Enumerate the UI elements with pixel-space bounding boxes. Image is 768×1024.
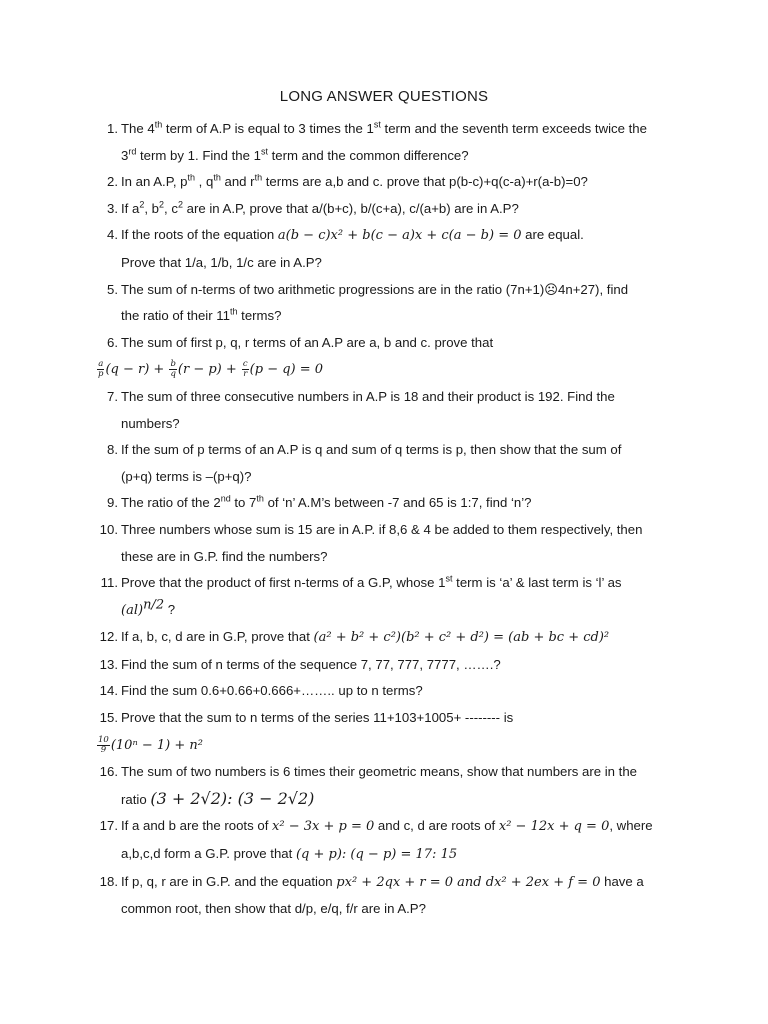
question-list <box>96 116 706 923</box>
question-number: 3. <box>107 200 118 216</box>
question-3: 3. If $a^2$, $b^2$, $c^2$ are in A.P, prove that a/(b+c), b/(c+a), c/(a+b) are in A.P? <box>96 196 706 223</box>
question-18: 18. If p, q, r are in G.P. and the equation px² + 2qx + r = 0 and dx² + 2ex + f = 0 have a common root, then show that d/p, e/q, f/r are in A.P? <box>96 869 706 923</box>
question-13: 13. Find the sum of n terms of the sequence 7, 77, 777, 7777, …….? <box>96 652 706 679</box>
question-number: 2. <box>107 174 118 190</box>
question-12: 12. If a, b, c, d are in G.P, prove that (a² + b² + c²)(b² + c² + d²) = (ab + bc + cd)² <box>96 624 706 652</box>
math-expression: $\frac{a}{p}$ (q − r) + $\frac{b}{q}$ (r − p) + $\frac{c}{r}$ (p − q) = 0 <box>98 359 324 380</box>
question-17: 17. If a and b are the roots of x² − 3x + p = 0 and c, d are roots of x² − 12x + q = 0, where a,b,c,d form a G.P. prove that (q + p): (q − p) = 17: 15 <box>96 813 706 868</box>
question-number: 18. <box>99 873 118 889</box>
question-6: 6. The sum of first p, q, r terms of an A.P are a, b and c. prove that $\frac{a}{p}$ (q − r) + $\frac{b}{q}$ (r − p) + $\frac{c}{r}$ (p − q) = 0 <box>96 330 706 384</box>
question-1: 1. The 4th term of A.P is equal to 3 times the 1st term and the seventh term exceeds twice the 3rd term by 1. Find the 1st term and the common difference? <box>96 116 706 169</box>
question-5: 5. The sum of n-terms of two arithmetic progressions are in the ratio (7n+1)☹4n+27), find the ratio of their 11th terms? <box>96 277 706 330</box>
question-15: 15. Prove that the sum to n terms of the series 11+103+1005+ -------- is $\frac{10}{9}$ (10ⁿ − 1) + n² <box>96 705 706 759</box>
question-number: 11. <box>100 575 118 591</box>
math-expression: $\frac{10}{9}$ (10ⁿ − 1) + n² <box>98 734 203 755</box>
question-7: 7. The sum of three consecutive numbers in A.P is 18 and their product is 192. Find the numbers? <box>96 384 706 437</box>
math-expression: (al)$^{n/2}$ ? <box>121 597 176 618</box>
question-number: 4. <box>107 227 118 243</box>
question-number: 1. <box>107 121 118 136</box>
page-title: LONG ANSWER QUESTIONS <box>279 88 489 105</box>
question-number: 13. <box>99 656 118 672</box>
question-number: 5. <box>107 281 118 297</box>
question-number: 14. <box>99 683 118 699</box>
question-number: 12. <box>99 629 118 645</box>
math-expression: a(b − c)x² + b(c − a)x + c(a − b) = 0 <box>277 228 522 244</box>
math-expression: (q + p): (q − p) = 17: 15 <box>295 847 458 863</box>
math-expression: x² − 12x + q = 0 <box>498 819 610 835</box>
question-16: 16. The sum of two numbers is 6 times their geometric means, show that numbers are in the ratio (3 + 2√2): (3 − 2√2) <box>96 759 706 813</box>
question-10: 10. Three numbers whose sum is 15 are in A.P. if 8,6 & 4 be added to them respectively, then these are in G.P. find the numbers? <box>96 517 706 570</box>
question-number: 10. <box>99 521 118 537</box>
math-expression: x² − 3x + p = 0 <box>272 819 375 835</box>
question-14: 14. Find the sum 0.6+0.66+0.666+…….. up to n terms? <box>96 678 706 705</box>
math-expression: (3 + 2√2): (3 − 2√2) <box>150 788 315 808</box>
question-number: 7. <box>107 388 118 404</box>
question-11: 11. Prove that the product of first n-terms of a G.P, whose 1st term is ‘a’ & last term is ‘l’ as (al)$^{n/2}$ ? <box>96 570 706 624</box>
math-expression: px² + 2qx + r = 0 and dx² + 2ex + f = 0 <box>336 874 601 890</box>
question-number: 8. <box>107 442 118 458</box>
question-number: 6. <box>107 334 118 350</box>
question-9: 9. The ratio of the 2nd to 7th of ‘n’ A.M’s between -7 and 65 is 1:7, find ‘n’? <box>96 490 706 517</box>
question-number: 15. <box>99 710 118 726</box>
question-number: 16. <box>99 764 118 780</box>
question-number: 17. <box>99 818 118 834</box>
question-4: 4. If the roots of the equation a(b − c)x² + b(c − a)x + c(a − b) = 0 are equal. Prove that 1/a, 1/b, 1/c are in A.P? <box>96 222 706 276</box>
question-number: 9. <box>107 495 118 511</box>
math-expression: (a² + b² + c²)(b² + c² + d²) = (ab + bc + cd)² <box>313 630 610 646</box>
question-8: 8. If the sum of p terms of an A.P is q and sum of q terms is p, then show that the sum of (p+q) terms is –(p+q)? <box>96 437 706 490</box>
question-2: 2. In an A.P, $p^{th}$ , $q^{th}$ and $r^{th}$ terms are a,b and c. prove that p(b-c)+q(c-a)+r(a-b)=0? <box>96 169 706 196</box>
